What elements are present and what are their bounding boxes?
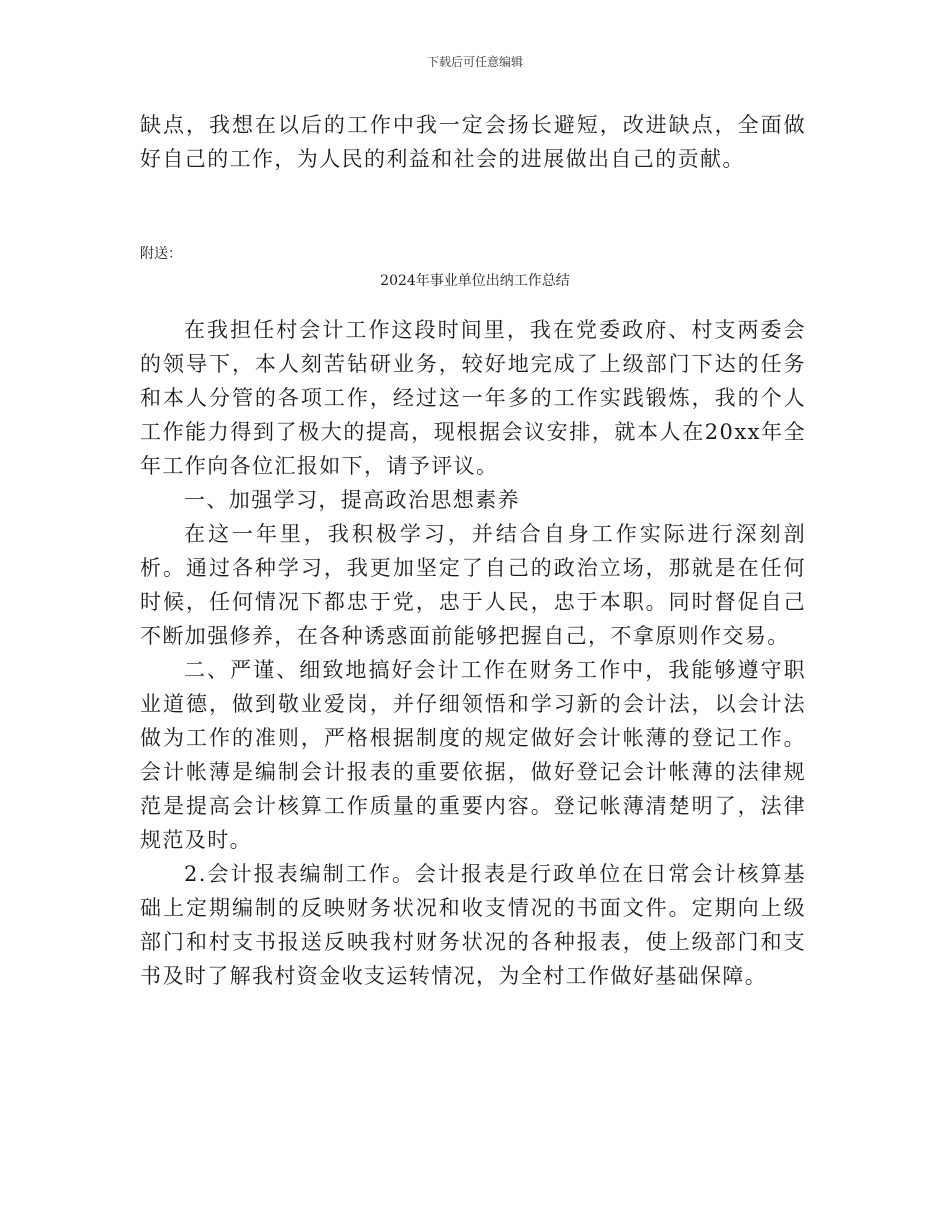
body-paragraph-3: 二、严谨、细致地搞好会计工作在财务工作中，我能够遵守职业道德，做到敬业爱岗，并仔细领悟和学习新的会计法，以会计法做为工作的准则，严格根据制度的规定做好会计帐薄的登记工作。会计帐薄是编制会计报表的重要依据，做好登记会计帐薄的法律规范是提高会计核算工作质量的重要内容。登记帐薄清楚明了，法律规范及时。 <box>140 658 806 852</box>
appendix-title: 2024年事业单位出纳工作总结 <box>380 273 570 289</box>
body-paragraph-1: 在我担任村会计工作这段时间里，我在党委政府、村支两委会的领导下，本人刻苦钻研业务，较好地完成了上级部门下达的任务和本人分管的各项工作，经过这一年多的工作实践锻炼，我的个人工作能力得到了极大的提高，现根据会议安排，就本人在20xx年全年工作向各位汇报如下，请予评议。 <box>140 318 806 478</box>
body-paragraph-4: 2.会计报表编制工作。会计报表是行政单位在日常会计核算基础上定期编制的反映财务状况和收支情况的书面文件。定期向上级部门和村支书报送反映我村财务状况的各种报表，使上级部门和支书及时了解我村资金收支运转情况，为全村工作做好基础保障。 <box>140 862 806 988</box>
intro-paragraph-block <box>140 108 806 176</box>
intro-paragraph: 缺点，我想在以后的工作中我一定会扬长避短，改进缺点，全面做好自己的工作，为人民的利益和社会的进展做出自己的贡献。 <box>140 113 806 171</box>
main-body <box>140 313 806 993</box>
appendix-label: 附送： <box>140 246 182 262</box>
page-header-note: 下载后可任意编辑 <box>426 55 523 69</box>
section-heading-study: 一、加强学习，提高政治思想素养 <box>184 488 520 512</box>
body-paragraph-2: 在这一年里，我积极学习，并结合自身工作实际进行深刻剖析。通过各种学习，我更加坚定了自己的政治立场，那就是在任何时候，任何情况下都忠于党，忠于人民，忠于本职。同时督促自己不断加强修养，在各种诱惑面前能够把握自己，不拿原则作交易。 <box>140 522 806 648</box>
